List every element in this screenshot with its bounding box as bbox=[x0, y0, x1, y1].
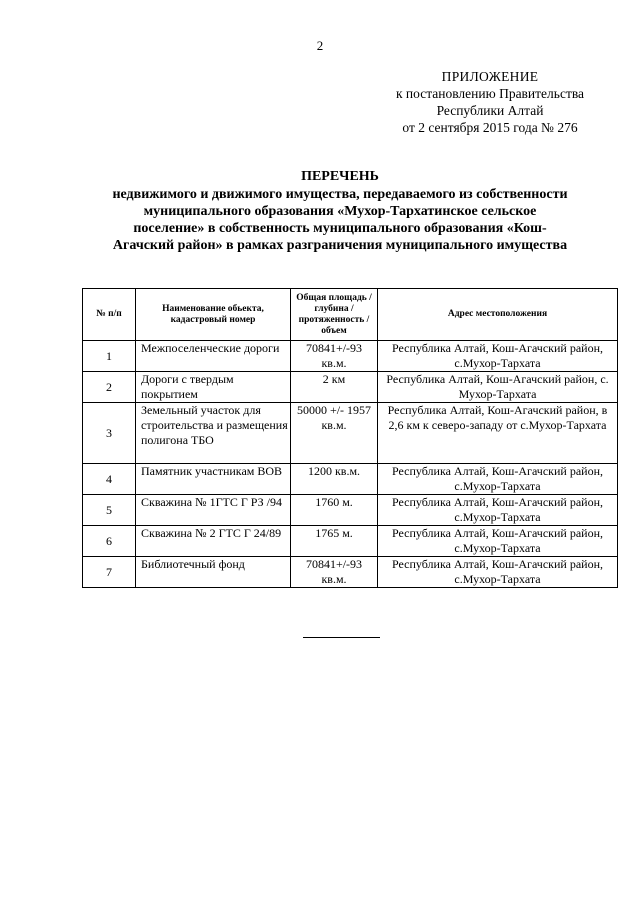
row-name: Скважина № 1ГТС Г РЗ /94 bbox=[136, 495, 291, 526]
row-address: Республика Алтай, Кош-Агачский район, с.Мухор-Тархата bbox=[378, 341, 618, 372]
table-row bbox=[83, 341, 618, 372]
title-line: поселение» в собственность муниципального образования «Кош- bbox=[133, 221, 547, 236]
title-line: Агачский район» в рамках разграничения муниципального имущества bbox=[112, 238, 568, 253]
header-area: Общая площадь / глубина / протяженность / объем bbox=[291, 289, 378, 341]
appendix-line: от 2 сентября 2015 года № 276 bbox=[402, 120, 578, 135]
row-area: 2 км bbox=[291, 372, 378, 403]
table-row bbox=[83, 372, 618, 403]
row-num: 2 bbox=[83, 372, 136, 403]
table-header-row bbox=[83, 289, 618, 341]
appendix-line: к постановлению Правительства bbox=[395, 86, 585, 101]
row-area: 50000 +/- 1957 кв.м. bbox=[291, 403, 378, 464]
table-row bbox=[83, 403, 618, 464]
table-row bbox=[83, 526, 618, 557]
row-num: 3 bbox=[83, 403, 136, 464]
row-area: 1200 кв.м. bbox=[291, 464, 378, 495]
row-name: Скважина № 2 ГТС Г 24/89 bbox=[136, 526, 291, 557]
row-num: 6 bbox=[83, 526, 136, 557]
title-line: недвижимого и движимого имущества, передаваемого из собственности bbox=[112, 187, 568, 202]
row-name: Межпоселенческие дороги bbox=[136, 341, 291, 372]
row-area: 1765 м. bbox=[291, 526, 378, 557]
row-address: Республика Алтай, Кош-Агачский район, с.Мухор-Тархата bbox=[378, 495, 618, 526]
header-address: Адрес местоположения bbox=[378, 289, 618, 341]
row-address: Республика Алтай, Кош-Агачский район, в 2,6 км к северо-западу от с.Мухор-Тархата bbox=[378, 403, 618, 464]
document-title bbox=[80, 168, 600, 254]
row-address: Республика Алтай, Кош-Агачский район, с.Мухор-Тархата bbox=[378, 557, 618, 588]
row-address: Республика Алтай, Кош-Агачский район, с.Мухор-Тархата bbox=[378, 526, 618, 557]
title-main: ПЕРЕЧЕНЬ bbox=[301, 169, 379, 184]
row-name: Памятник участникам ВОВ bbox=[136, 464, 291, 495]
row-name: Земельный участок для строительства и размещения полигона ТБО bbox=[136, 403, 291, 464]
title-line: муниципального образования «Мухор-Тархатинское сельское bbox=[143, 204, 537, 219]
row-address: Республика Алтай, Кош-Агачский район, с.Мухор-Тархата bbox=[378, 464, 618, 495]
page-number: 2 bbox=[316, 38, 324, 53]
header-num: № п/п bbox=[83, 289, 136, 341]
row-area: 1760 м. bbox=[291, 495, 378, 526]
table-row bbox=[83, 495, 618, 526]
appendix-block bbox=[360, 68, 620, 136]
appendix-heading: ПРИЛОЖЕНИЕ bbox=[441, 69, 539, 84]
appendix-line: Республики Алтай bbox=[436, 103, 544, 118]
row-num: 7 bbox=[83, 557, 136, 588]
property-table bbox=[82, 288, 618, 588]
row-area: 70841+/-93 кв.м. bbox=[291, 341, 378, 372]
table-row bbox=[83, 557, 618, 588]
row-address: Республика Алтай, Кош-Агачский район, с. Мухор-Тархата bbox=[378, 372, 618, 403]
row-name: Библиотечный фонд bbox=[136, 557, 291, 588]
row-num: 5 bbox=[83, 495, 136, 526]
row-name: Дороги с твердым покрытием bbox=[136, 372, 291, 403]
row-num: 1 bbox=[83, 341, 136, 372]
header-name: Наименование обьекта, кадастровый номер bbox=[136, 289, 291, 341]
signature-line bbox=[303, 637, 380, 638]
row-num: 4 bbox=[83, 464, 136, 495]
row-area: 70841+/-93 кв.м. bbox=[291, 557, 378, 588]
table-row bbox=[83, 464, 618, 495]
